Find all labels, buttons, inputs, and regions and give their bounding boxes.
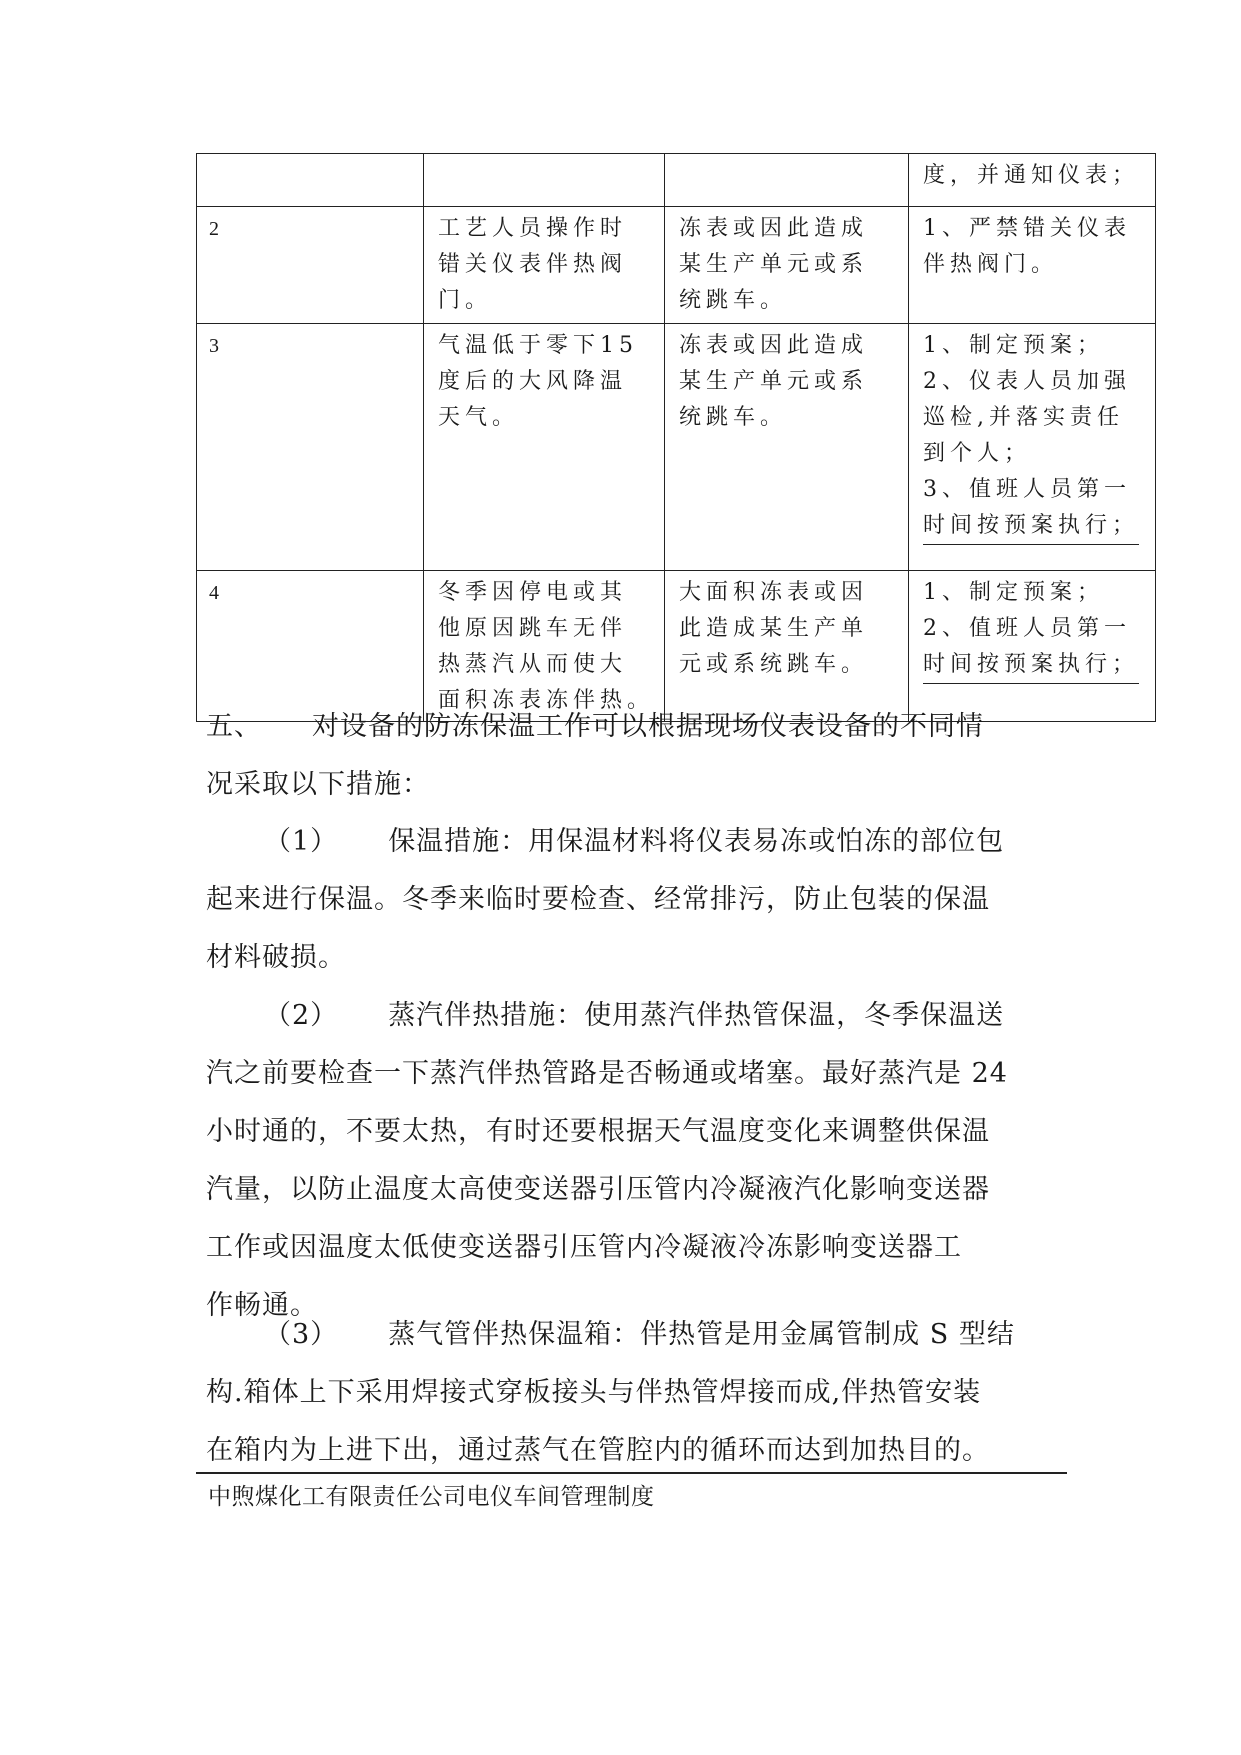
paragraph-line: 作畅通。: [206, 1290, 318, 1321]
table-row: [197, 154, 1156, 207]
effect-line: 某生产单元或系: [679, 252, 869, 277]
paragraph-line: 汽量，以防止温度太高使变送器引压管内冷凝液汽化影响变送器: [206, 1174, 990, 1205]
measure-line: 1、严禁错关仪表: [923, 216, 1131, 241]
paragraph: [206, 813, 1056, 987]
measure-line: 2、值班人员第一: [923, 616, 1131, 641]
measure-line: 巡检,并落实责任: [923, 405, 1124, 430]
paragraph: [206, 1306, 1056, 1480]
paragraph-line: 使用蒸汽伴热管保温，冬季保温送: [584, 1000, 1005, 1031]
measure-line: 2、仪表人员加强: [923, 369, 1131, 394]
hazard-table: [196, 153, 1156, 722]
measure-line: 3、值班人员第一: [923, 477, 1131, 502]
row-number: [197, 154, 424, 207]
measure-line: 伴热阀门。: [923, 252, 1059, 277]
section-text: 况采取以下措施：: [206, 769, 430, 800]
table-row: [197, 207, 1156, 324]
measure-line: 1、制定预案；: [923, 333, 1104, 358]
cause-line: 他原因跳车无伴: [438, 616, 628, 641]
effect-line: 此造成某生产单: [679, 616, 869, 641]
measure-line: 到个人；: [923, 441, 1032, 466]
measure-line: 1、制定预案；: [923, 580, 1104, 605]
effect-line: 冻表或因此造成: [679, 333, 869, 358]
item-title: 蒸汽伴热措施：: [388, 1000, 585, 1031]
cause-cell: [424, 207, 665, 324]
footer-divider: [196, 1472, 1067, 1474]
paragraph-line: 伴热管是用金属管制成 S 型结: [640, 1319, 1015, 1350]
effect-cell: [665, 154, 909, 207]
effect-line: 冻表或因此造成: [679, 216, 869, 241]
cause-line: 天气。: [438, 405, 520, 430]
effect-cell: [665, 207, 909, 324]
item-number: （3）: [264, 1319, 339, 1350]
table-row: [197, 324, 1156, 571]
section-text: 对设备的防冻保温工作可以根据现场仪表设备的不同情: [312, 711, 984, 742]
cause-line: 面积冻表冻伴热。: [438, 688, 655, 713]
row-number: 3: [197, 324, 424, 571]
cause-line: 气温低于零下15: [438, 333, 638, 358]
section-number: 五、: [206, 711, 262, 742]
cause-line: 冬季因停电或其: [438, 580, 628, 605]
effect-cell: [665, 324, 909, 571]
cause-cell: [424, 324, 665, 571]
cause-line: 热蒸汽从而使大: [438, 652, 628, 677]
item-number: （2）: [264, 1000, 339, 1031]
section-heading: [206, 698, 1056, 814]
item-title: 保温措施：: [388, 826, 529, 857]
effect-line: 某生产单元或系: [679, 369, 869, 394]
paragraph-line: 起来进行保温。冬季来临时要检查、经常排污，防止包装的保温: [206, 884, 990, 915]
item-title: 蒸气管伴热保温箱：: [388, 1319, 641, 1350]
paragraph-line: 工作或因温度太低使变送器引压管内冷凝液冷冻影响变送器工: [206, 1232, 962, 1263]
row-number: 2: [197, 207, 424, 324]
cause-line: 错关仪表伴热阀: [438, 252, 628, 277]
cause-line: 度后的大风降温: [438, 369, 628, 394]
paragraph-line: 材料破损。: [206, 942, 346, 973]
measure-line: 度，并通知仪表；: [923, 163, 1140, 188]
row-number: 4: [197, 571, 424, 722]
cause-line: 工艺人员操作时: [438, 216, 628, 241]
measure-cell: [909, 324, 1156, 571]
effect-line: 统跳车。: [679, 405, 788, 430]
effect-line: 大面积冻表或因: [679, 580, 869, 605]
measure-cell: [909, 207, 1156, 324]
measure-line: 时间按预案执行；: [923, 647, 1139, 684]
page-footer: 中煦煤化工有限责任公司电仪车间管理制度: [208, 1484, 655, 1510]
paragraph: [206, 987, 1056, 1335]
item-number: （1）: [264, 826, 339, 857]
effect-line: 元或系统跳车。: [679, 652, 869, 677]
paragraph-line: 用保温材料将仪表易冻或怕冻的部位包: [528, 826, 1005, 857]
paragraph-line: 汽之前要检查一下蒸汽伴热管路是否畅通或堵塞。最好蒸汽是 24: [206, 1058, 1008, 1089]
measure-cell: [909, 154, 1156, 207]
paragraph-line: 小时通的，不要太热，有时还要根据天气温度变化来调整供保温: [206, 1116, 990, 1147]
paragraph-line: 构.箱体上下采用焊接式穿板接头与伴热管焊接而成,伴热管安装: [206, 1377, 982, 1408]
paragraph-line: 在箱内为上进下出，通过蒸气在管腔内的循环而达到加热目的。: [206, 1435, 990, 1466]
cause-cell: [424, 154, 665, 207]
effect-line: 统跳车。: [679, 288, 788, 313]
measure-line: 时间按预案执行；: [923, 508, 1139, 545]
cause-line: 门。: [438, 288, 493, 313]
